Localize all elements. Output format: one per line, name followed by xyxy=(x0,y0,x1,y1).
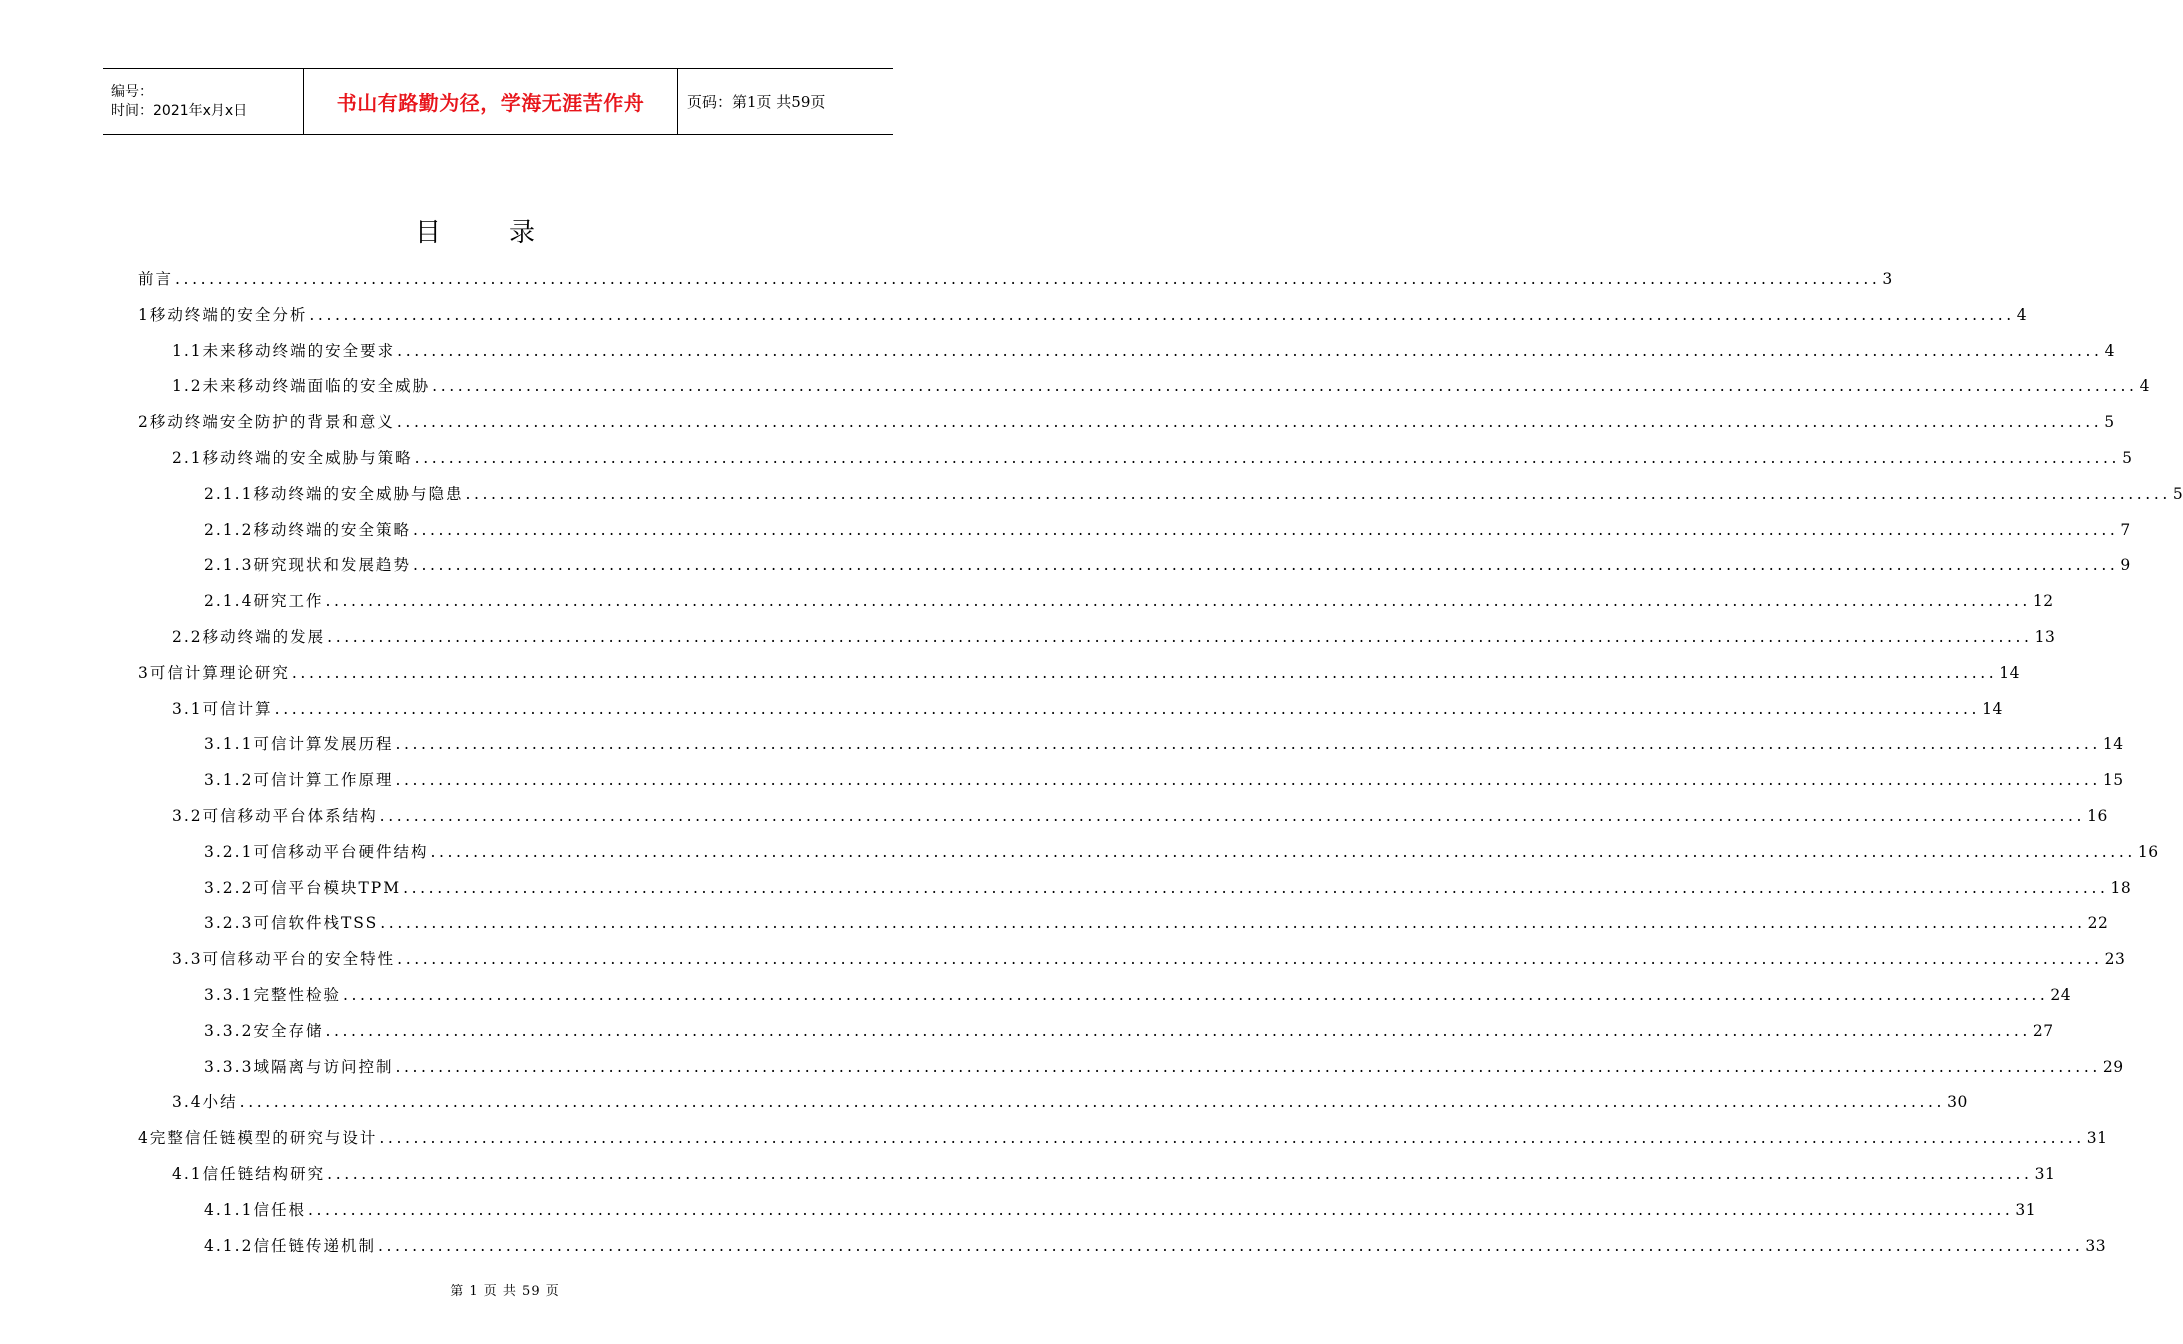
page-footer: 第 1 页 共 59 页 xyxy=(450,1284,560,1299)
toc-entry-number: 3.2.2 xyxy=(204,878,254,897)
toc-entry-number: 3.3.1 xyxy=(204,986,254,1004)
toc-entry[interactable] xyxy=(172,623,2056,649)
toc-entry-page: 4 xyxy=(2104,341,2115,360)
toc-entry-number: 3.3.3 xyxy=(204,1057,254,1076)
toc-leader-dots: ........................................................................................................................................................................................................ xyxy=(379,1129,2085,1148)
header-motto xyxy=(303,69,678,134)
toc-entry-number: 2.1.4 xyxy=(204,592,254,611)
toc-title xyxy=(0,212,950,249)
toc-entry-page: 7 xyxy=(2120,520,2131,539)
toc-entry-title: 移动终端的安全威胁与隐患 xyxy=(253,484,464,503)
toc-leader-dots: ........................................................................................................................................................................................................ xyxy=(430,842,2136,861)
toc-leader-dots: ........................................................................................................................................................................................................ xyxy=(465,484,2171,503)
number-label: 编号： xyxy=(111,83,153,100)
toc-entry-page: 18 xyxy=(2110,878,2132,897)
toc-entry-page: 15 xyxy=(2102,771,2124,790)
toc-entry[interactable] xyxy=(138,659,2021,685)
toc-entry[interactable] xyxy=(172,945,2126,971)
toc-entry-number: 2 xyxy=(138,413,150,432)
toc-entry-number: 3 xyxy=(138,663,150,682)
toc-entry-title: 完整信任链模型的研究与设计 xyxy=(149,1129,378,1148)
toc-entry-page: 31 xyxy=(2015,1200,2037,1219)
toc-entry-page: 5 xyxy=(2172,484,2183,503)
toc-entry[interactable] xyxy=(204,1053,2124,1079)
toc-leader-dots: ........................................................................................................................................................................................................ xyxy=(396,413,2103,432)
toc-entry-title: 可信移动平台硬件结构 xyxy=(253,842,429,861)
toc-entry-title: 可信平台模块TPM xyxy=(253,878,402,897)
toc-entry-number: 3.4 xyxy=(172,1093,203,1112)
toc-entry-number: 1.1 xyxy=(172,341,203,360)
toc-entry-page: 4 xyxy=(2139,377,2150,396)
toc-leader-dots: ........................................................................................................................................................................................................ xyxy=(274,699,1981,718)
toc-entry[interactable] xyxy=(172,444,2133,470)
toc-entry-number: 3.3 xyxy=(172,950,203,969)
toc-entry-title: 研究现状和发展趋势 xyxy=(253,556,411,575)
toc-entry-page: 16 xyxy=(2137,842,2159,861)
toc-entry[interactable] xyxy=(204,981,2072,1007)
toc-entry-number: 3.1.2 xyxy=(204,771,254,790)
toc-entry-title: 移动终端的发展 xyxy=(202,628,326,646)
toc-entry[interactable] xyxy=(172,372,2150,398)
toc-entry-title: 移动终端安全防护的背景和意义 xyxy=(149,413,395,432)
toc-title-char-2: 录 xyxy=(509,218,536,248)
toc-leader-dots: ........................................................................................................................................................................................................ xyxy=(327,1165,2033,1183)
toc-entry[interactable] xyxy=(204,838,2159,864)
toc-entry[interactable] xyxy=(204,874,2132,900)
toc-leader-dots: ........................................................................................................................................................................................................ xyxy=(342,986,2049,1004)
toc-entry-number: 2.1 xyxy=(172,449,203,467)
toc-entry-page: 14 xyxy=(1999,663,2021,682)
toc-leader-dots: ........................................................................................................................................................................................................ xyxy=(412,520,2119,539)
toc-entry-number: 3.1 xyxy=(172,699,203,718)
toc-entry-number: 3.2 xyxy=(172,807,203,825)
toc-entry[interactable] xyxy=(138,1124,2108,1150)
toc-entry-page: 13 xyxy=(2034,628,2056,646)
toc-entry-title: 安全存储 xyxy=(253,1021,324,1040)
toc-entry-title: 研究工作 xyxy=(253,592,324,611)
toc-leader-dots: ........................................................................................................................................................................................................ xyxy=(412,556,2119,575)
toc-leader-dots: ........................................................................................................................................................................................................ xyxy=(325,1021,2031,1040)
toc-entry-page: 12 xyxy=(2032,592,2054,611)
toc-entry[interactable] xyxy=(172,695,2003,721)
toc-entry-page: 31 xyxy=(2034,1165,2056,1183)
toc-entry-page: 14 xyxy=(1982,699,2003,718)
toc-entry-title: 可信计算理论研究 xyxy=(149,663,290,682)
toc-entry-title: 移动终端的安全策略 xyxy=(253,520,411,539)
toc-entry-number: 1.2 xyxy=(172,377,203,396)
toc-entry-title: 小结 xyxy=(202,1093,238,1112)
toc-entry[interactable] xyxy=(204,1017,2054,1043)
toc-entry-title: 未来移动终端的安全要求 xyxy=(202,341,396,360)
toc-entry-number: 4.1 xyxy=(172,1165,203,1183)
toc-entry-title: 移动终端的安全威胁与策略 xyxy=(202,449,413,467)
toc-entry-page: 16 xyxy=(2087,807,2108,825)
toc-entry[interactable] xyxy=(138,265,1893,291)
toc-entry[interactable] xyxy=(204,1232,2107,1258)
toc-entry-number: 4 xyxy=(138,1129,150,1148)
toc-leader-dots: ........................................................................................................................................................................................................ xyxy=(175,270,1881,288)
toc-leader-dots: ........................................................................................................................................................................................................ xyxy=(432,377,2138,396)
toc-leader-dots: ........................................................................................................................................................................................................ xyxy=(307,1200,2014,1219)
page-code-text: 页码：第1页 共59页 xyxy=(687,93,826,111)
toc-entry[interactable] xyxy=(204,766,2124,792)
toc-leader-dots: ........................................................................................................................................................................................................ xyxy=(395,771,2101,790)
toc-entry-title: 未来移动终端面临的安全威胁 xyxy=(202,377,431,396)
toc-entry[interactable] xyxy=(172,802,2108,828)
toc-entry-title: 完整性检验 xyxy=(253,986,341,1004)
toc-entry-number: 3.3.2 xyxy=(204,1021,254,1040)
toc-entry[interactable] xyxy=(204,551,2131,577)
header-page-code xyxy=(678,69,893,134)
toc-leader-dots: ........................................................................................................................................................................................................ xyxy=(403,878,2109,897)
toc-entry-page: 31 xyxy=(2086,1129,2108,1148)
toc-entry-page: 5 xyxy=(2104,413,2115,432)
toc-entry-page: 29 xyxy=(2102,1057,2124,1076)
toc-entry-title: 可信计算工作原理 xyxy=(253,771,394,790)
toc-entry-title: 信任链结构研究 xyxy=(202,1165,326,1183)
toc-entry-title: 前言 xyxy=(138,270,174,288)
toc-entry-page: 3 xyxy=(1882,270,1893,288)
toc-entry-number: 3.1.1 xyxy=(204,735,254,754)
toc-leader-dots: ........................................................................................................................................................................................................ xyxy=(380,914,2086,933)
toc-leader-dots: ........................................................................................................................................................................................................ xyxy=(325,592,2031,611)
toc-entry-page: 4 xyxy=(2016,305,2028,324)
toc-leader-dots: ........................................................................................................................................................................................................ xyxy=(395,735,2101,754)
header-info xyxy=(103,69,303,134)
toc-entry-number: 3.2.3 xyxy=(204,914,254,933)
toc-entry-number: 1 xyxy=(138,305,150,324)
toc-entry[interactable] xyxy=(138,408,2115,434)
toc-entry[interactable] xyxy=(138,301,2028,327)
toc-entry[interactable] xyxy=(204,909,2109,935)
toc-entry-number: 3.2.1 xyxy=(204,842,254,861)
toc-entry-title: 可信计算发展历程 xyxy=(253,735,394,754)
toc-entry-title: 域隔离与访问控制 xyxy=(253,1057,394,1076)
toc-entry-number: 4.1.2 xyxy=(204,1236,254,1255)
toc-entry[interactable] xyxy=(204,1196,2037,1222)
toc-entry[interactable] xyxy=(172,1160,2056,1186)
toc-leader-dots: ........................................................................................................................................................................................................ xyxy=(395,1057,2101,1076)
toc-entry-title: 移动终端的安全分析 xyxy=(149,305,308,324)
toc-leader-dots: ........................................................................................................................................................................................................ xyxy=(291,663,1998,682)
toc-entry-number: 2.2 xyxy=(172,628,203,646)
toc-entry-page: 5 xyxy=(2122,449,2133,467)
toc-entry[interactable] xyxy=(172,1088,1968,1114)
toc-entry-title: 信任链传递机制 xyxy=(253,1236,376,1255)
toc-entry[interactable] xyxy=(204,730,2124,756)
motto-text: 书山有路勤为径，学海无涯苦作舟 xyxy=(336,91,645,115)
toc-title-char-1: 目 xyxy=(414,218,441,248)
toc-entry-page: 27 xyxy=(2032,1021,2054,1040)
toc-entry-page: 24 xyxy=(2050,986,2072,1004)
toc-entry-number: 2.1.3 xyxy=(204,556,254,575)
toc-entry[interactable] xyxy=(204,587,2054,613)
toc-entry-title: 信任根 xyxy=(253,1200,306,1219)
toc-entry-page: 22 xyxy=(2087,914,2109,933)
toc-entry-page: 9 xyxy=(2120,556,2131,575)
toc-leader-dots: ........................................................................................................................................................................................................ xyxy=(379,807,2086,825)
toc-entry-title: 可信计算 xyxy=(202,699,273,718)
toc-leader-dots: ........................................................................................................................................................................................................ xyxy=(327,628,2033,646)
toc-leader-dots: ........................................................................................................................................................................................................ xyxy=(414,449,2121,467)
toc-entry-page: 23 xyxy=(2104,950,2126,969)
toc-leader-dots: ........................................................................................................................................................................................................ xyxy=(309,305,2015,324)
toc-leader-dots: ........................................................................................................................................................................................................ xyxy=(397,341,2103,360)
time-label: 时间：2021年x月x日 xyxy=(111,102,248,119)
toc-entry-page: 33 xyxy=(2085,1236,2107,1255)
toc-entry-number: 2.1.1 xyxy=(204,484,254,503)
toc-leader-dots: ........................................................................................................................................................................................................ xyxy=(239,1093,1946,1112)
toc-leader-dots: ........................................................................................................................................................................................................ xyxy=(397,950,2103,969)
toc-entry-page: 14 xyxy=(2102,735,2124,754)
toc-leader-dots: ........................................................................................................................................................................................................ xyxy=(377,1236,2084,1255)
toc-entry-title: 可信移动平台的安全特性 xyxy=(202,950,396,969)
toc-entry[interactable] xyxy=(172,337,2115,363)
toc-entry[interactable] xyxy=(204,480,2183,506)
toc-entry-title: 可信移动平台体系结构 xyxy=(202,807,378,825)
toc-entry-title: 可信软件栈TSS xyxy=(253,914,379,933)
toc-entry-number: 4.1.1 xyxy=(204,1200,254,1219)
toc-entry-number: 2.1.2 xyxy=(204,520,254,539)
document-header xyxy=(103,68,893,135)
toc-entry-page: 30 xyxy=(1947,1093,1968,1112)
toc-entry[interactable] xyxy=(204,516,2131,542)
